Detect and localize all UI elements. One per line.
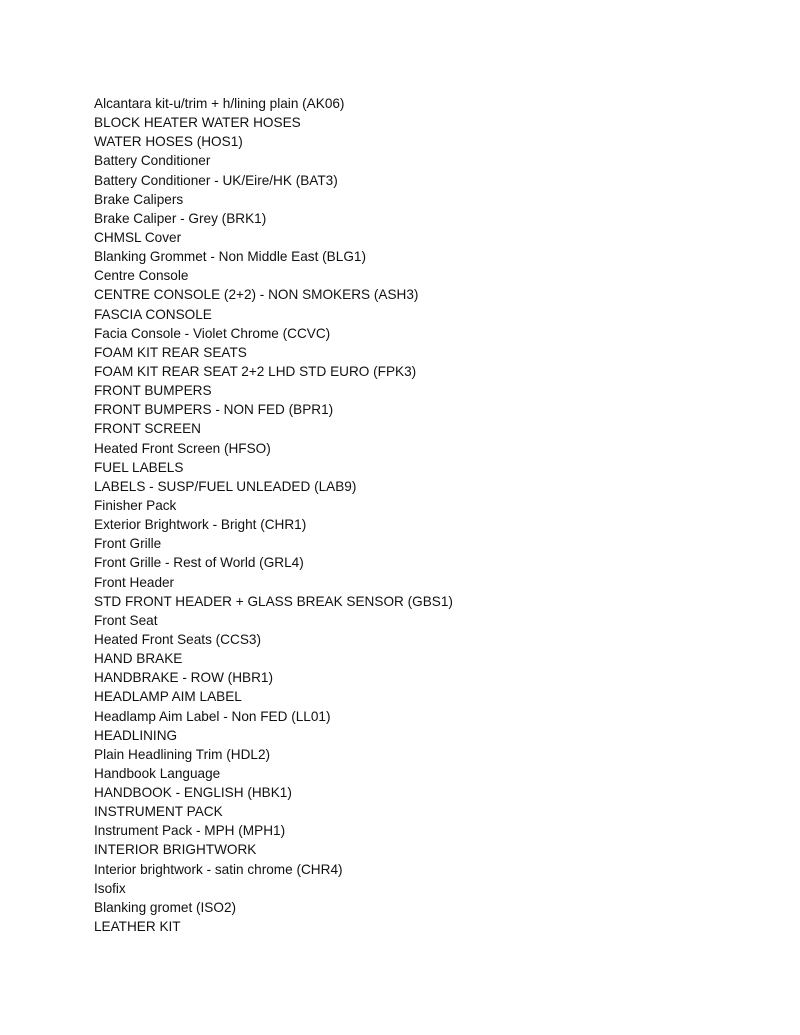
list-item: FRONT BUMPERS - NON FED (BPR1): [94, 402, 334, 418]
list-item: Plain Headlining Trim (HDL2): [94, 746, 271, 762]
list-item: FRONT BUMPERS: [94, 383, 212, 399]
list-item: Front Header: [94, 574, 175, 590]
list-item: CHMSL Cover: [94, 229, 182, 245]
list-item: FOAM KIT REAR SEAT 2+2 LHD STD EURO (FPK3): [94, 363, 417, 379]
list-item: Headlamp Aim Label - Non FED (LL01): [94, 708, 331, 724]
list-item: Heated Front Seats (CCS3): [94, 631, 261, 647]
list-item: Blanking gromet (ISO2): [94, 899, 237, 915]
list-item: HANDBOOK - ENGLISH (HBK1): [94, 785, 292, 801]
list-item: Front Seat: [94, 612, 158, 628]
vehicle-options-list: [94, 94, 453, 936]
list-item: CENTRE CONSOLE (2+2) - NON SMOKERS (ASH3): [94, 287, 419, 303]
list-item: Interior brightwork - satin chrome (CHR4): [94, 861, 343, 877]
list-item: Brake Calipers: [94, 191, 184, 207]
list-item: Instrument Pack - MPH (MPH1): [94, 823, 286, 839]
list-item: Battery Conditioner - UK/Eire/HK (BAT3): [94, 172, 338, 188]
list-item: Blanking Grommet - Non Middle East (BLG1): [94, 249, 366, 265]
list-item: Front Grille - Rest of World (GRL4): [94, 555, 304, 571]
list-item: Battery Conditioner: [94, 153, 211, 169]
list-item: STD FRONT HEADER + GLASS BREAK SENSOR (GBS1): [94, 593, 453, 609]
list-item: HEADLAMP AIM LABEL: [94, 689, 242, 705]
list-item: Alcantara kit-u/trim + h/lining plain (AK06): [94, 96, 345, 111]
list-item: FASCIA CONSOLE: [94, 306, 212, 322]
list-item: HANDBRAKE - ROW (HBR1): [94, 670, 273, 686]
list-item: FOAM KIT REAR SEATS: [94, 344, 247, 360]
list-item: Isofix: [94, 880, 126, 896]
list-item: WATER HOSES (HOS1): [94, 134, 243, 150]
list-item: FUEL LABELS: [94, 459, 184, 475]
list-item: HAND BRAKE: [94, 651, 183, 667]
list-item: Facia Console - Violet Chrome (CCVC): [94, 325, 331, 341]
list-item: FRONT SCREEN: [94, 421, 201, 437]
list-item: Finisher Pack: [94, 497, 177, 513]
list-item: INSTRUMENT PACK: [94, 804, 223, 820]
list-item: Centre Console: [94, 268, 189, 284]
list-item: LABELS - SUSP/FUEL UNLEADED (LAB9): [94, 478, 357, 494]
list-item: Handbook Language: [94, 765, 221, 781]
list-item: LEATHER KIT: [94, 919, 181, 935]
list-item: Brake Caliper - Grey (BRK1): [94, 210, 267, 226]
list-item: Heated Front Screen (HFSO): [94, 440, 271, 456]
list-item: INTERIOR BRIGHTWORK: [94, 842, 257, 858]
list-item: Exterior Brightwork - Bright (CHR1): [94, 517, 307, 533]
list-item: BLOCK HEATER WATER HOSES: [94, 115, 301, 131]
list-item: HEADLINING: [94, 727, 178, 743]
list-item: Front Grille: [94, 536, 162, 552]
